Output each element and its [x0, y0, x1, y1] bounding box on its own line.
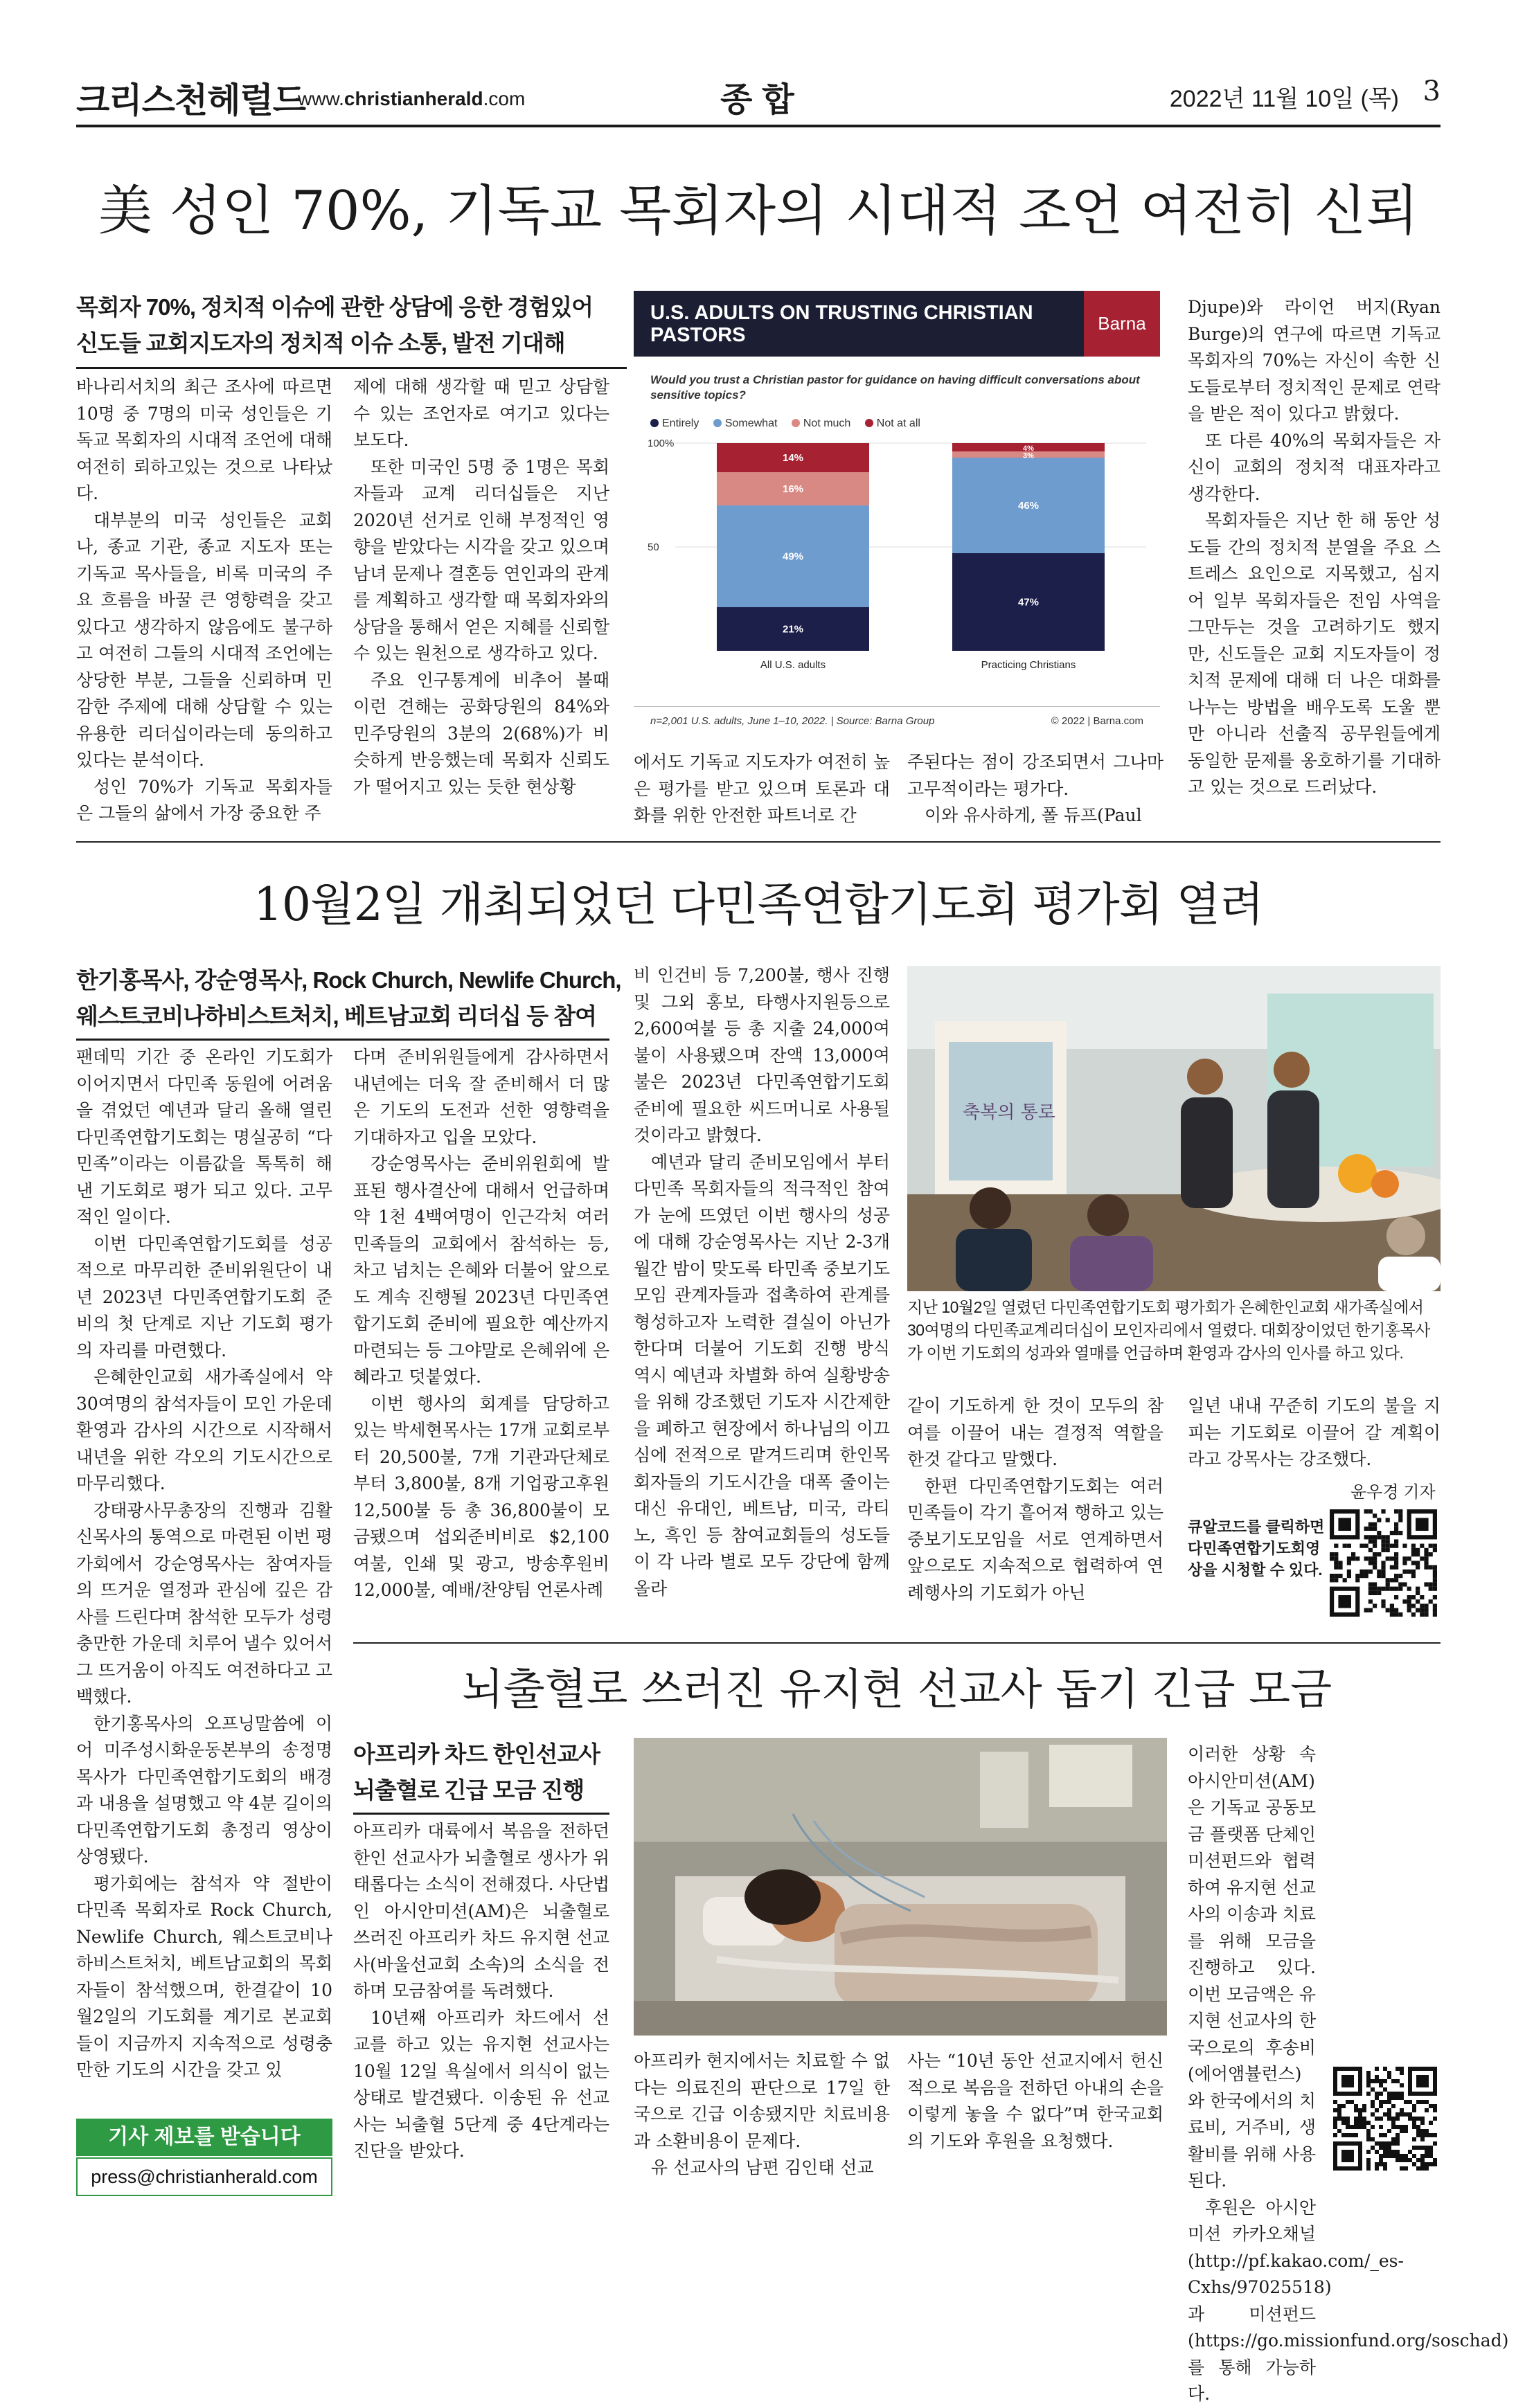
- article3-column-3: [907, 2048, 1163, 2155]
- legend-label: Somewhat: [724, 417, 778, 429]
- meeting-photo-caption: 지난 10월2일 열렸던 다민족연합기도회 평가회가 은혜한인교회 새가족실에서 30여명의 다민족교계리더십이 모인자리에서 열렸다. 대회장이었던 한기홍목사가 이번 기도회의 성과와 열매를 언급하며 환영과 감사의 인사를 하고 있다.: [907, 1298, 1430, 1362]
- paragraph: 평가회에는 참석자 약 절반이 다민족 목회자로 Rock Church, Newlife Church, 웨스트코비나하비스트처치, 베트남교회의 목회자들이 참석했으며, 한결같이 10월2일의 기도회를 계기로 본교회들이 지금까지 지속적으로 성령충만한 기도의 시간을 갖고 있: [76, 1873, 332, 2080]
- bar-data-label: 16%: [782, 483, 804, 495]
- qr-note: 큐알코드를 클릭하면 다민족연합기도회영상을 시청할 수 있다.: [1188, 1518, 1325, 1579]
- article2-subhead-1: 한기홍목사, 강순영목사, Rock Church, Newlife Church,: [76, 967, 621, 993]
- page-number: 3: [1423, 75, 1441, 107]
- article1-column-1: [76, 374, 332, 827]
- article2-column-3: [634, 962, 890, 1602]
- article1-column-5: [1188, 294, 1441, 801]
- paragraph: 주된다는 점이 강조되면서 그나마 고무적이라는 평가다.: [907, 752, 1163, 799]
- bar-data-label: 14%: [782, 452, 804, 464]
- paragraph: 아프리카 현지에서는 치료할 수 없다는 의료진의 판단으로 17일 한국으로 긴급 이송됐지만 치료비용과 소환비용이 문제다.: [634, 2051, 890, 2151]
- hospital-photo: [634, 1738, 1167, 2036]
- meeting-photo-image: [907, 966, 1441, 1291]
- section-title: 종합: [720, 82, 804, 118]
- chart-source: n=2,001 U.S. adults, June 1–10, 2022. | Source: Barna Group: [650, 715, 935, 727]
- chart-brand: Barna: [1084, 291, 1160, 357]
- url-suffix: .com: [483, 88, 526, 109]
- chart-title: U.S. ADULTS ON TRUSTING CHRISTIAN PASTORS: [650, 302, 1033, 346]
- article1-column-4: [907, 749, 1163, 829]
- qr-code-donation[interactable]: [1333, 2067, 1437, 2171]
- paragraph: 사는 “10년 동안 선교지에서 헌신적으로 복음을 전하던 아내의 손을 이렇게 놓을 수 없다”며 한국교회의 기도와 후원을 요청했다.: [907, 2051, 1163, 2151]
- bar-data-label: 46%: [1017, 500, 1040, 512]
- meeting-photo: [907, 966, 1441, 1291]
- tip-email-link[interactable]: press@christianherald.com: [76, 2157, 332, 2196]
- paragraph: 아프리카 대륙에서 복음을 전하던 한인 선교사가 뇌출혈로 생사가 위태롭다는 소식이 전해졌다. 사단법인 아시안미션(AM)은 뇌출혈로 쓰러진 아프리카 차드 유지현 선교사(바울선교회 소속)의 소식을 전하며 모금참여를 독려했다.: [353, 1821, 609, 2001]
- paragraph: 이번 행사의 회계를 담당하고 있는 박세현목사는 17개 교회로부터 20,500불, 7개 기관과단체로 부터 3,800불, 8개 기업광고후원 12,500불 등 총 36,800불이 모금됐으며 섭외준비비로 $2,100 여불, 인쇄 및 광고, 방송후원비 12,000불, 예배/찬양팀 언론사례: [353, 1393, 609, 1600]
- article3-subhead-2: 뇌출혈로 긴급 모금 진행: [353, 1777, 585, 1803]
- paragraph: 한기홍목사의 오프닝말씀에 이어 미주성시화운동본부의 송정명목사가 다민족연합기도회의 배경과 내용을 설명했고 약 4분 길이의 다민족연합기도회 총정리 영상이 상영됐다.: [76, 1713, 332, 1867]
- issue-date: 2022년 11월 10일 (목): [1169, 86, 1399, 112]
- article3-headline: 뇌출혈로 쓰러진 유지현 선교사 돕기 긴급 모금: [461, 1664, 1332, 1714]
- logo: 크리스천헤럴드: [76, 81, 306, 120]
- paragraph: 같이 기도하게 한 것이 모두의 참여를 이끌어 내는 결정적 역할을 한것 같다고 말했다.: [907, 1396, 1163, 1469]
- legend-swatch: [792, 419, 800, 427]
- paragraph: 바나리서치의 최근 조사에 따르면 10명 중 7명의 미국 성인들은 기독교 목회자의 시대적 조언에 대해 여전히 뢰하고있는 것으로 나타났다.: [76, 377, 332, 503]
- article1-headline: 美 성인 70%, 기독교 목회자의 시대적 조언 여전히 신뢰: [98, 180, 1419, 242]
- hospital-photo-image: [634, 1738, 1167, 2036]
- paragraph: 은혜한인교회 새가족실에서 약 30여명의 참석자들이 모인 가운데 환영과 감사의 시간으로 시작해서 내년을 위한 각오의 기도시간으로 마무리했다.: [76, 1367, 332, 1493]
- paragraph: 비 인건비 등 7,200불, 행사 진행 및 그외 홍보, 타행사지원등으로 2,600여불 등 총 지출 24,000여불이 사용됐으며 잔액 13,000여불은 2023년 다민족연합기도회 준비에 필요한 씨드머니로 사용될 것이라고 밝혔다.: [634, 965, 890, 1145]
- barna-chart: [634, 291, 1160, 734]
- paragraph: 대부분의 미국 성인들은 교회나, 종교 기관, 종교 지도자 또는 기독교 목사들을, 비록 미국의 주요 흐름을 바꿀 큰 영향력을 갖고 있다고 생각하지 않음에도 불구하고 여전히 그들의 시대적 조언에는 상당한 부분, 그들을 신뢰하며 민감한 주제에 대해 상담할 수 있는 유용한 리더십이라는데 동의하고 있다는 분석이다.: [76, 510, 332, 770]
- site-url[interactable]: [298, 88, 525, 110]
- section-divider: [76, 841, 1441, 843]
- paragraph: 10년째 아프리카 차드에서 선교를 하고 있는 유지현 선교사는 10월 12일 욕실에서 의식이 없는 상태로 발견됐다. 이송된 유 선교사는 뇌출혈 5단계 중 4단계라는 진단을 받았다.: [353, 2007, 609, 2161]
- chart-copyright: © 2022 | Barna.com: [1051, 715, 1143, 727]
- paragraph: 성인 70%가 기독교 목회자들은 그들의 삶에서 가장 중요한 주: [76, 776, 332, 823]
- article2-byline: 윤우경 기자: [1350, 1483, 1436, 1502]
- banner-text: 축복의 통로: [963, 1102, 1055, 1123]
- qr-code-video[interactable]: [1330, 1509, 1437, 1617]
- paragraph: 제에 대해 생각할 때 믿고 상담할 수 있는 조언자로 여기고 있다는 보도다.: [353, 377, 609, 450]
- paragraph: 이번 다민족연합기도회를 성공적으로 마무리한 준비위원단이 내년 2023년 다민족연합기도회 준비의 첫 단계로 지난 기도회 평가의 자리를 마련했다.: [76, 1233, 332, 1360]
- paragraph: 후원은 아시안미션 카카오채널(http://pf.kakao.com/_es-Cxhs/97025518)과 미션펀드(https://go.missionfund.org/soschad) 를 통해 가능하다.: [1188, 2197, 1509, 2404]
- paragraph: 또 다른 40%의 목회자들은 자신이 교회의 정치적 대표자라고 생각한다.: [1188, 430, 1441, 504]
- y-tick-label: 50: [648, 541, 659, 553]
- paragraph: 이러한 상황 속 아시안미션(AM)은 기독교 공동모금 플랫폼 단체인 미션펀드와 협력하여 유지현 선교사의 이송과 치료를 위해 모금을 진행하고 있다. 이번 모금액은 유지현 선교사의 한국으로의 후송비(에어앰뷸런스)와 한국에서의 치료비, 거주비, 생활비를 위해 사용된다.: [1188, 1744, 1316, 2191]
- article3-column-1: [353, 1818, 609, 2165]
- bar-data-label: 47%: [1017, 596, 1040, 609]
- paragraph: 일년 내내 꾸준히 기도의 불을 지피는 기도회로 이끌어 갈 계획이라고 강목사는 강조했다.: [1188, 1396, 1441, 1469]
- legend-label: Entirely: [662, 417, 699, 429]
- paragraph: 이와 유사하게, 폴 듀프(Paul: [925, 805, 1142, 825]
- legend-item-not-much: [792, 417, 850, 429]
- qr-code-image: [1330, 1509, 1437, 1617]
- legend-label: Not at all: [876, 417, 920, 429]
- legend-item-not-at-all: [865, 417, 920, 429]
- paragraph: 강태광사무총장의 진행과 김활신목사의 통역으로 마련된 이번 평가회에서 강순영목사는 참여자들의 뜨거운 열정과 관심에 깊은 감사를 드린다며 참석한 모두가 성령충만한 가운데 치루어 낼수 있어서 그 뜨거움이 아직도 여전하다고 고백했다.: [76, 1500, 332, 1707]
- legend-swatch: [650, 419, 659, 427]
- legend-item-entirely: [650, 417, 699, 429]
- paragraph: 유 선교사의 남편 김인태 선교: [651, 2157, 874, 2177]
- article2-column-1: [76, 1044, 332, 2084]
- chart-footer: [634, 706, 1160, 727]
- masthead-rule: [76, 125, 1441, 127]
- masthead: [76, 73, 1441, 121]
- bar-data-label: 21%: [782, 623, 804, 636]
- url-main: christianherald: [344, 88, 483, 109]
- article2-column-4: [907, 1393, 1163, 1606]
- bar-data-label: 49%: [782, 550, 804, 563]
- news-tip-box: [76, 2119, 332, 2195]
- article3-column-2: [634, 2048, 890, 2182]
- article1-subhead-1: 목회자 70%, 정치적 이슈에 관한 상담에 응한 경험있어: [76, 294, 593, 320]
- paragraph: 에서도 기독교 지도자가 여전히 높은 평가를 받고 있으며 토론과 대화를 위한 안전한 파트너로 간: [634, 752, 890, 825]
- paragraph: Djupe)와 라이언 버지(Ryan Burge)의 연구에 따르면 기독교 목회자의 70%는 자신이 속한 신도들로부터 정치적인 문제로 연락을 받은 적이 있다고 밝혔다.: [1188, 297, 1441, 424]
- legend-item-somewhat: [713, 417, 778, 429]
- bar-data-label: 4%: [1023, 444, 1034, 453]
- paragraph: 다며 준비위원들에게 감사하면서 내년에는 더욱 잘 준비해서 더 많은 기도의 도전과 선한 영향력을 기대하자고 입을 모았다.: [353, 1047, 609, 1147]
- paragraph: 목회자들은 지난 한 해 동안 성도들 간의 정치적 분열을 주요 스트레스 요인으로 지목했고, 심지어 일부 목회자들은 전임 사역을 그만두는 것을 고려하기도 했지만, 신도들은 교회 지도자들이 정치적 문제에 대해 더 나은 대화를 나누는 방법을 배우도록 도울 뿐만 아니라 선출직 공무원들에게 동일한 문제를 옹호하기를 기대하고 있는 것으로 드러났다.: [1188, 510, 1441, 797]
- article2-column-5: [1188, 1393, 1441, 1473]
- article2-subhead-rule: [76, 1039, 609, 1041]
- chart-header: [634, 291, 1160, 357]
- article2-subhead-2: 웨스트코비나하비스트처치, 베트남교회 리더십 등 참여: [76, 1003, 597, 1029]
- chart-legend: [650, 417, 931, 430]
- x-category-label: Practicing Christians: [981, 659, 1076, 671]
- article1-subhead-2: 신도들 교회지도자의 정치적 이슈 소통, 발전 기대해: [76, 330, 565, 356]
- article2-column-2: [353, 1044, 609, 1604]
- legend-swatch: [713, 419, 722, 427]
- paragraph: 한편 다민족연합기도회는 여러 민족들이 각기 흩어져 행하고 있는 중보기도모임을 서로 연계하면서 앞으로도 지속적으로 협력하여 연례행사의 기도회가 아닌: [907, 1475, 1163, 1603]
- article1-subhead-rule: [76, 367, 627, 369]
- article3-column-4: [1188, 1741, 1509, 2408]
- article3-subhead-rule: [353, 1813, 609, 1815]
- chart-question: Would you trust a Christian pastor for guidance on having difficult conversations about sensitive topics?: [650, 373, 1140, 402]
- paragraph: 예년과 달리 준비모임에서 부터 다민족 목회자들의 적극적인 참여가 눈에 뜨였던 이번 행사의 성공에 대해 강순영목사는 지난 2-3개월간 밤이 맞도록 타민족 중보기도 모임 관계자들과 접촉하여 관계를 형성하고자 노력한 결실이 아닌가 한다며 더불어 기도회 진행 방식 역시 예년과 차별화 하여 실황방송을 위해 강조했던 기도자 시간제한을 폐하고 현장에서 하나님의 이끄심에 전적으로 맡겨드리며 한인목회자들의 기도시간을 대폭 줄이는 대신 유대인, 베트남, 미국, 라티노, 흑인 등 참여교회들의 성도들이 각 나라 별로 모두 강단에 함께 올라: [634, 1151, 890, 1599]
- paragraph: 팬데믹 기간 중 온라인 기도회가 이어지면서 다민족 동원에 어려움을 겪었던 예년과 달리 올해 열린 다민족연합기도회는 명실공히 “다민족”이라는 이름값을 톡톡히 해낸 기도회로 평가 되고 있다. 고무적인 일이다.: [76, 1047, 332, 1227]
- paragraph: 강순영목사는 준비위원회에 발표된 행사결산에 대해서 언급하며 약 1천 4백여명이 인근각처 여러민족들의 교회에서 참석하는 등, 차고 넘치는 은혜와 더불어 앞으로도 계속 진행될 2023년 다민족연합기도회 준비에 필요한 예산까지 마련되는 등 그야말로 은혜위에 은혜라고 덧붙였다.: [353, 1153, 609, 1387]
- chart-plot: [634, 436, 1160, 699]
- article2-headline: 10월2일 개최되었던 다민족연합기도회 평가회 열려: [253, 878, 1263, 931]
- legend-label: Not much: [803, 417, 851, 429]
- section-divider: [353, 1642, 1441, 1644]
- legend-swatch: [865, 419, 873, 427]
- url-prefix: www.: [298, 88, 344, 109]
- tip-title: 기사 제보를 받습니다: [76, 2119, 332, 2156]
- article1-column-3: [634, 749, 890, 829]
- paragraph: 주요 인구통계에 비추어 볼때 이런 견해는 공화당원의 84%와 민주당원의 3분의 2(68%)가 비슷하게 반응했는데 목회자 신뢰도가 떨어지고 있는 듯한 현상황: [353, 670, 609, 797]
- paragraph: 또한 미국인 5명 중 1명은 목회자들과 교계 리더십들은 지난 2020년 선거로 인해 부정적인 영향을 받았다는 시각을 갖고 있으며 남녀 문제나 결혼등 연인과의 관계를 계획하고 생각할 때 목회자와의 상담을 통해서 얻은 지혜를 신뢰할 수 있는 원천으로 생각하고 있다.: [353, 456, 609, 663]
- x-category-label: All U.S. adults: [760, 659, 826, 671]
- y-tick-label: 100%: [648, 438, 675, 449]
- bar-data-label: 3%: [1023, 451, 1034, 460]
- article1-column-2: [353, 374, 609, 800]
- qr-code-image: [1333, 2067, 1437, 2171]
- article3-subhead-1: 아프리카 차드 한인선교사: [353, 1741, 600, 1767]
